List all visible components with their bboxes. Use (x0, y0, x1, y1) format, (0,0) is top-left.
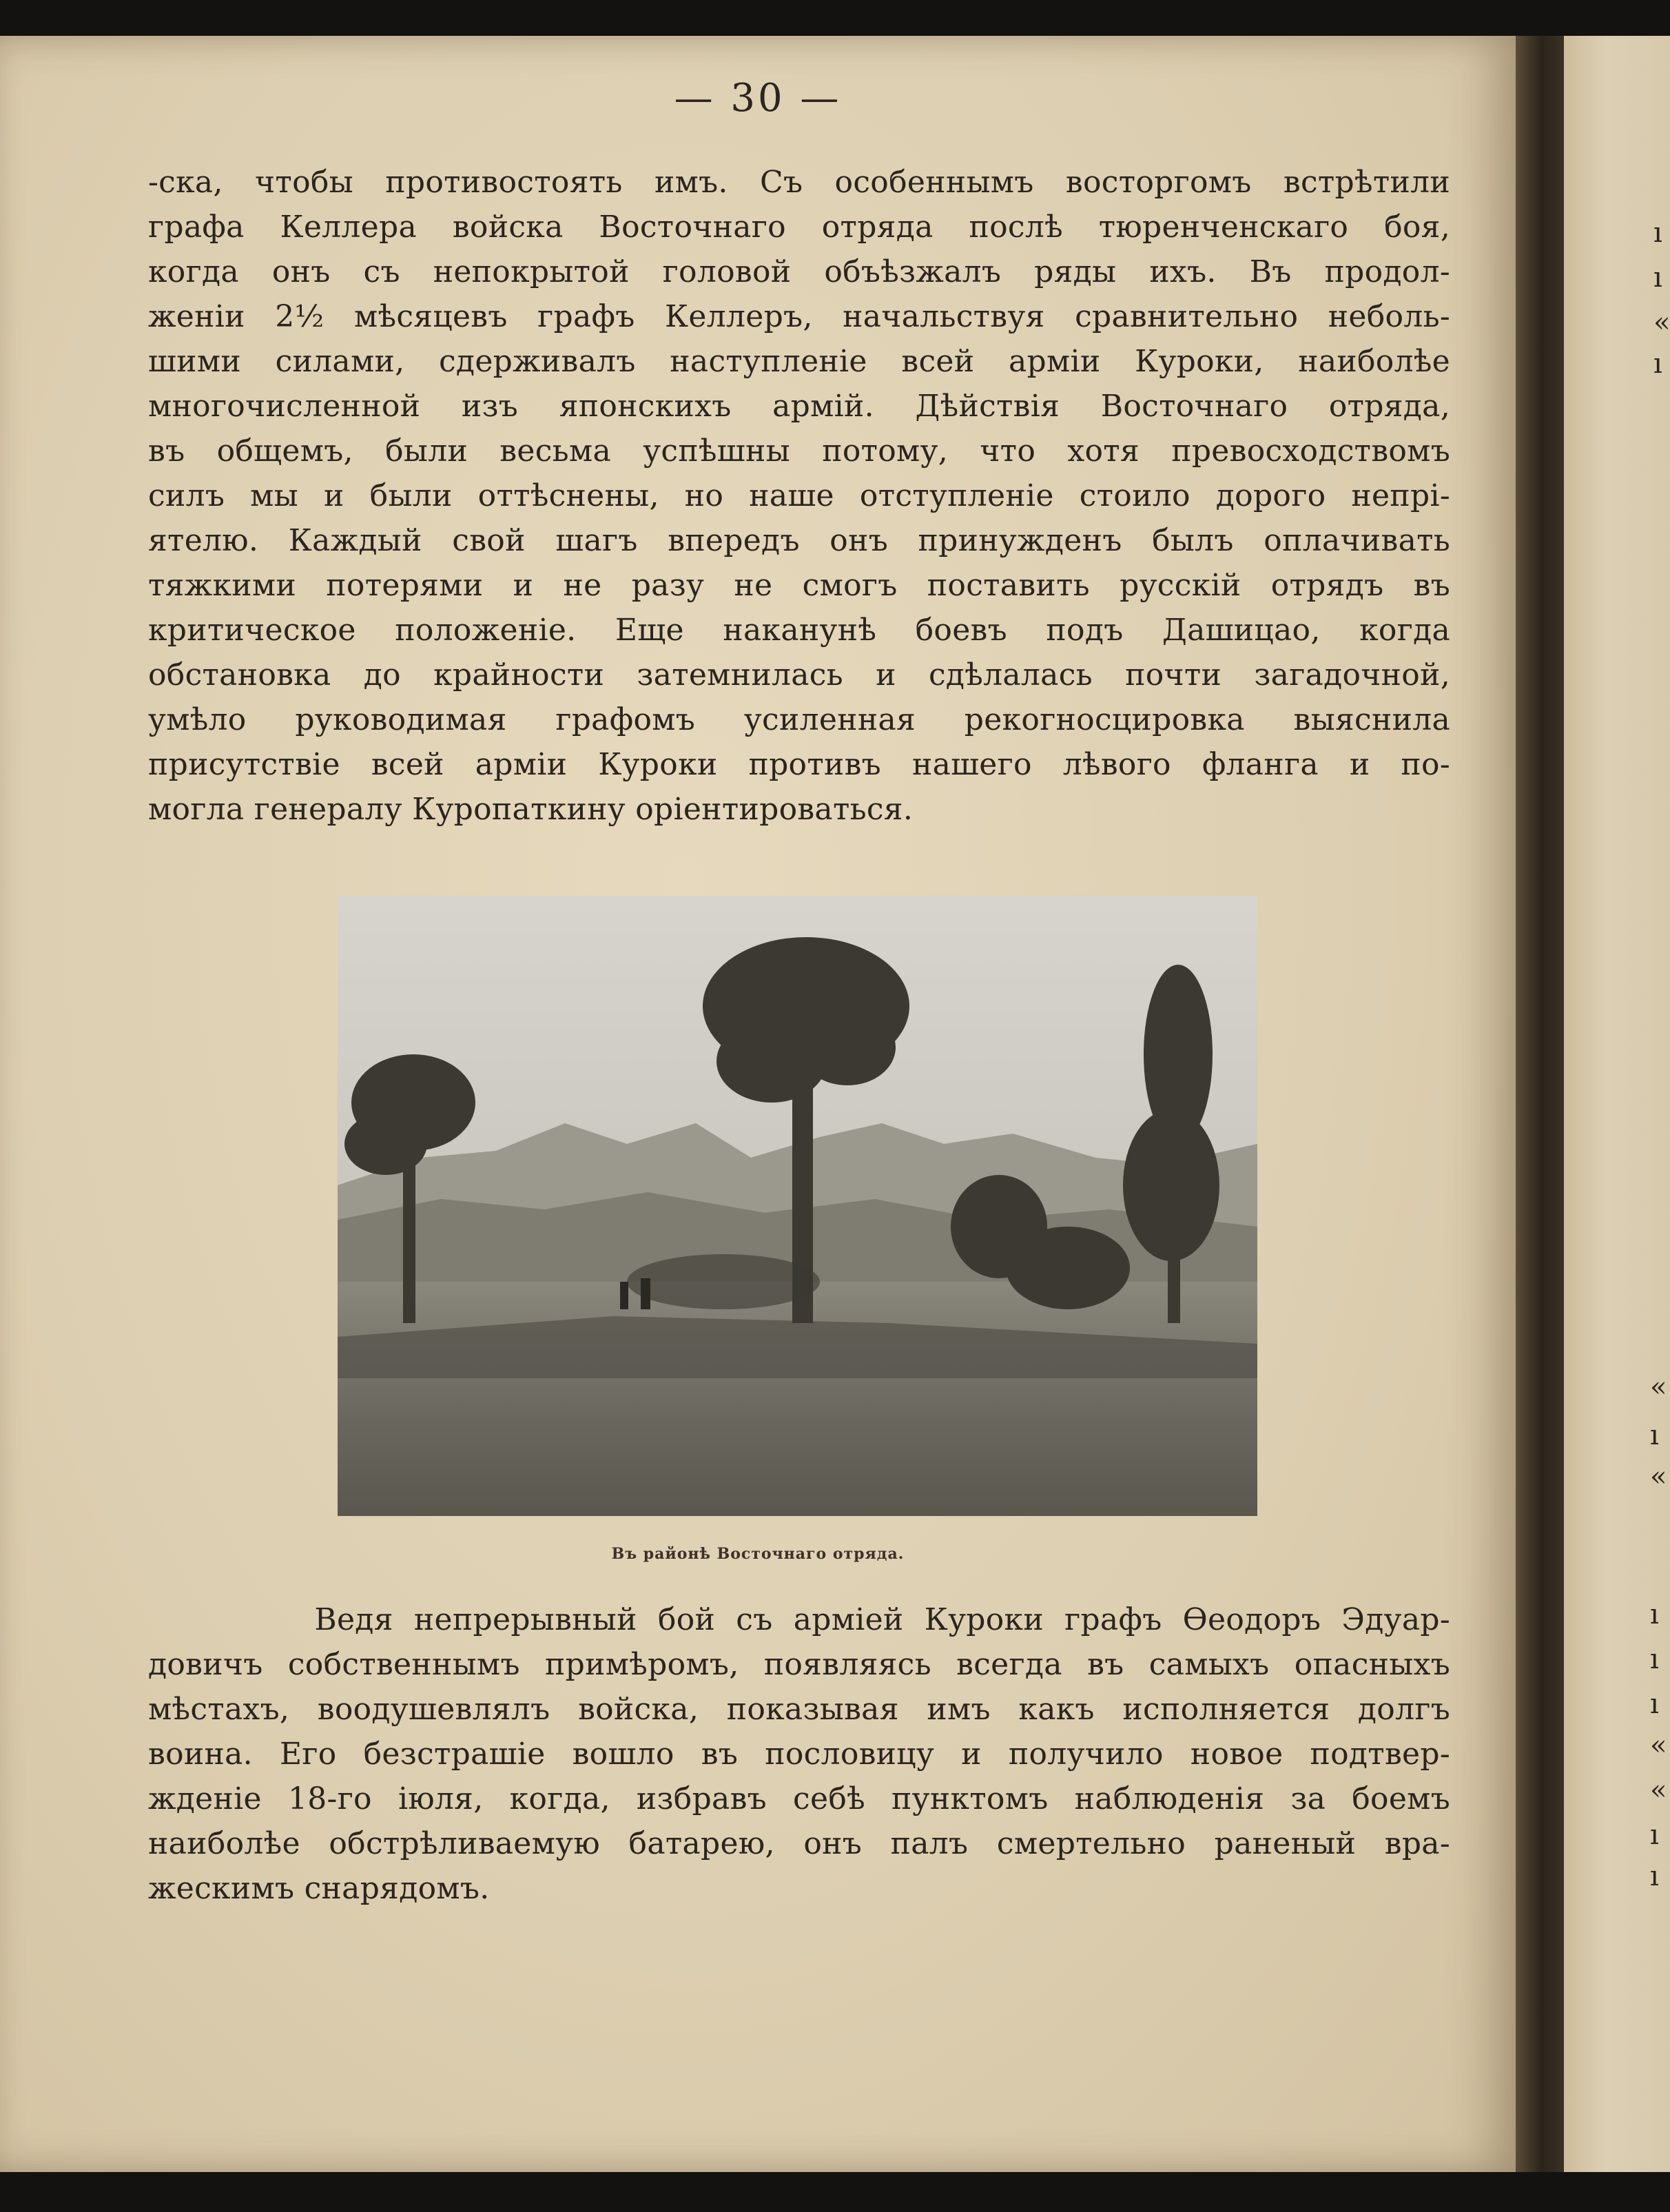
book-gutter (1516, 36, 1564, 2172)
text-line: присутствіе всей арміи Куроки противъ нашего лѣвого фланга и по- (148, 747, 1450, 782)
facing-page-mark: ı (1650, 1643, 1659, 1675)
facing-page-mark: ı (1650, 1861, 1659, 1892)
text-line: женіи 2½ мѣсяцевъ графъ Келлеръ, начальствуя сравнительно неболь- (148, 299, 1450, 334)
text-line: жескимъ снарядомъ. (148, 1871, 490, 1906)
text-line: мѣстахъ, воодушевлялъ войска, показывая имъ какъ исполняется долгъ (148, 1692, 1450, 1727)
text-line: графа Келлера войска Восточнаго отряда послѣ тюренченскаго боя, (148, 209, 1450, 245)
facing-page-mark: ı (1650, 1420, 1659, 1451)
facing-page-mark: ı (1650, 1599, 1659, 1630)
facing-page-mark: « (1650, 1461, 1667, 1493)
text-line: ятелю. Каждый свой шагъ впередъ онъ принужденъ былъ оплачивать (148, 523, 1450, 558)
facing-page-mark: ı (1650, 1819, 1659, 1851)
paragraph-top (148, 160, 1450, 832)
text-line: въ общемъ, были весьма успѣшны потому, что хотя превосходствомъ (148, 433, 1450, 469)
text-line: силъ мы и были оттѣснены, но наше отступленіе стоило дорого непрі- (148, 478, 1450, 513)
facing-page-mark: ı (1650, 1688, 1659, 1720)
facing-page-mark: ı (1653, 262, 1662, 294)
facing-page-mark: « (1650, 1774, 1667, 1806)
text-line: когда онъ съ непокрытой головой объѣзжалъ ряды ихъ. Въ продол- (148, 254, 1450, 289)
facing-page-mark: « (1650, 1371, 1667, 1403)
facing-page-mark: ı (1653, 217, 1662, 249)
facing-page-mark: « (1650, 1730, 1667, 1761)
text-line: умѣло руководимая графомъ усиленная рекогносцировка выяснила (148, 702, 1450, 737)
text-line: довичъ собственнымъ примѣромъ, появляясь всегда въ самыхъ опасныхъ (148, 1647, 1450, 1682)
text-line: критическое положеніе. Еще наканунѣ боевъ подъ Дашицао, когда (148, 613, 1450, 648)
text-line: могла генералу Куропаткину оріентироваться. (148, 792, 914, 827)
text-line: воина. Его безстрашіе вошло въ пословицу и получило новое подтвер- (148, 1737, 1450, 1772)
text-line: шими силами, сдерживалъ наступленіе всей арміи Куроки, наиболѣе (148, 344, 1450, 379)
facing-page-mark: ı (1653, 348, 1662, 380)
text-line: наиболѣе обстрѣливаемую батарею, онъ палъ смертельно раненый вра- (148, 1826, 1450, 1861)
photo-caption: Въ районѣ Восточнаго отряда. (611, 1545, 905, 1563)
text-line: тяжкими потерями и не разу не смогъ поставить русскій отрядъ въ (148, 568, 1450, 603)
facing-page-mark: « (1653, 307, 1670, 338)
landscape-illustration (338, 896, 1257, 1516)
text-line: жденіе 18-го іюля, когда, избравъ себѣ пунктомъ наблюденія за боемъ (148, 1781, 1450, 1816)
text-line: обстановка до крайности затемнилась и сдѣлалась почти загадочной, (148, 657, 1450, 693)
paragraph-bottom (148, 1597, 1450, 1911)
landscape-photograph (338, 896, 1257, 1516)
text-line: многочисленной изъ японскихъ армій. Дѣйствія Восточнаго отряда, (148, 389, 1450, 424)
page-number: — 30 — (674, 76, 842, 121)
text-line: Ведя непрерывный бой съ арміей Куроки графъ Ѳеодоръ Эдуар- (148, 1602, 1450, 1637)
text-line: -ска, чтобы противостоять имъ. Съ особеннымъ восторгомъ встрѣтили (148, 165, 1450, 200)
